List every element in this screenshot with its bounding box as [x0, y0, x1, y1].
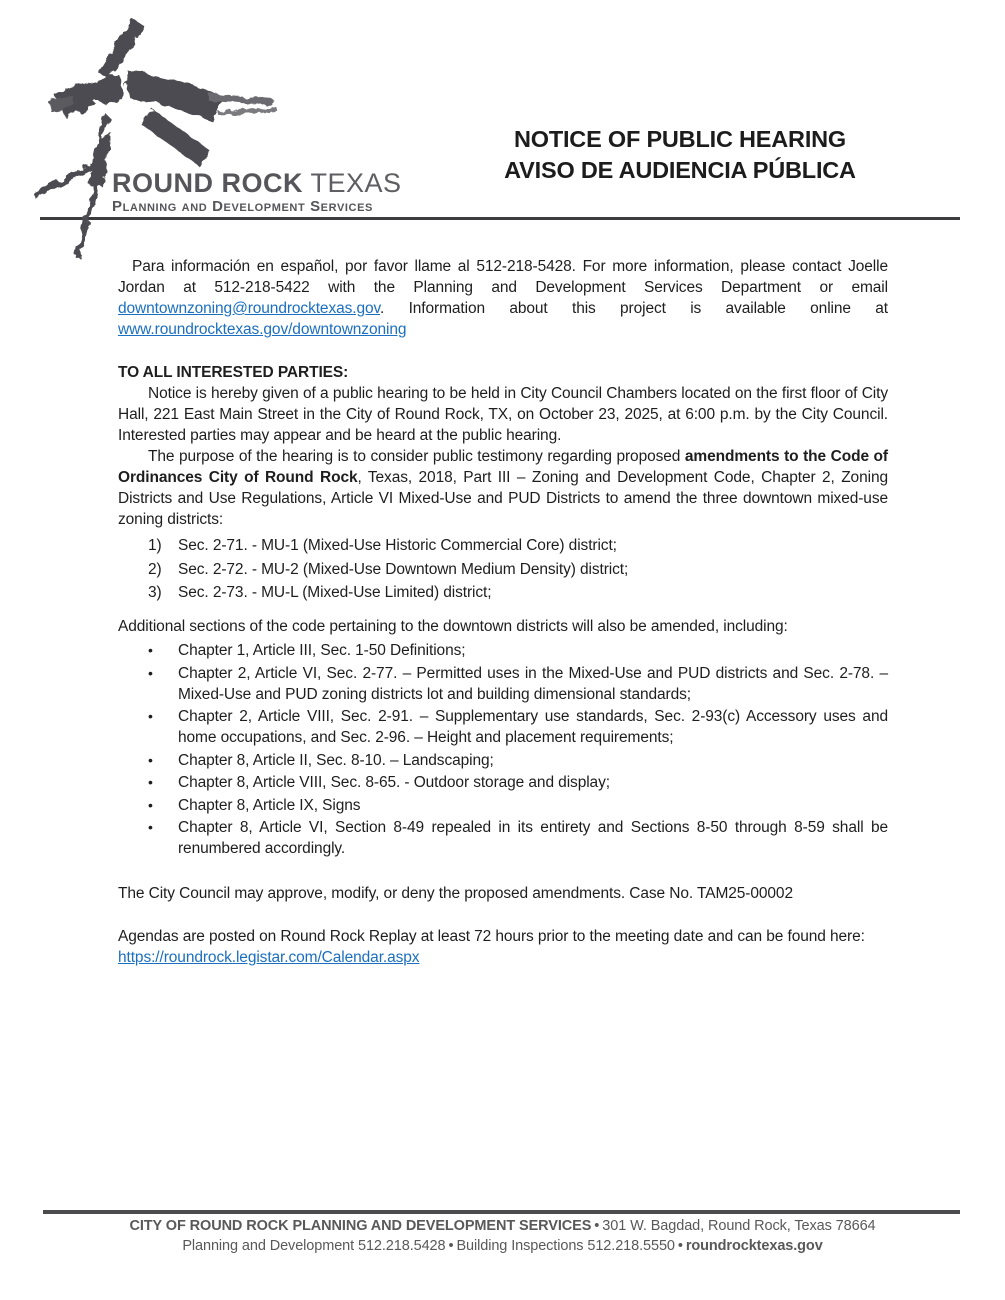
footer-line-2 [0, 1237, 1005, 1257]
additional-sections-intro: Additional sections of the code pertaining to the downtown districts will also be amended, including: [118, 618, 788, 635]
bullet-marker: • [148, 642, 153, 658]
bullet-item [118, 706, 888, 748]
bullet-text: Chapter 8, Article VI, Section 8-49 repealed in its entirety and Sections 8-50 through 8-59 shall be renumbered accordingly. [178, 819, 888, 857]
bullet-item [118, 640, 888, 661]
bullet-item [118, 772, 888, 793]
footer [0, 1217, 1005, 1256]
item-text: Sec. 2-73. - MU-L (Mixed-Use Limited) district; [178, 584, 492, 601]
bullet-marker: • [148, 664, 153, 681]
round-rock-star-logo [20, 10, 300, 260]
intro-text-2: . Information about this project is available online at [380, 300, 888, 317]
logo-brand-light: TEXAS [310, 168, 402, 198]
intro-paragraph [118, 256, 888, 340]
purpose-text-2: , Texas, 2018, Part III – Zoning and Development Code, Chapter 2, Zoning Districts and Use Regulations, Article VI Mixed-Use and PUD Districts to amend the three downtown mixed-use zoning districts: [118, 469, 888, 528]
numbered-list [118, 535, 888, 603]
footer-divider [43, 1210, 960, 1214]
document-body [118, 256, 888, 968]
bullet-item [118, 750, 888, 771]
downtownzoning-link[interactable]: www.roundrocktexas.gov/downtownzoning [118, 321, 407, 338]
footer-address: 301 W. Bagdad, Round Rock, Texas 78664 [602, 1218, 876, 1234]
bullet-text: Chapter 1, Article III, Sec. 1-50 Definitions; [178, 642, 466, 659]
title-line-spanish: AVISO DE AUDIENCIA PÚBLICA [504, 157, 856, 183]
notice-paragraph: Notice is hereby given of a public hearing to be held in City Council Chambers located on the first floor of City Hall, 221 East Main Street in the City of Round Rock, TX, on October 23, 2025, at 6:00 p.m. by the City Council. Interested parties may appear and be heard at the public hearing. [118, 385, 888, 444]
footer-website: roundrocktexas.gov [685, 1237, 823, 1254]
purpose-paragraph [118, 446, 888, 530]
agenda-text: Agendas are posted on Round Rock Replay at least 72 hours prior to the meeting date and can be found here: [118, 928, 865, 945]
item-text: Sec. 2-71. - MU-1 (Mixed-Use Historic Commercial Core) district; [178, 537, 617, 554]
footer-phone-inspections: Building Inspections 512.218.5550 [456, 1237, 675, 1254]
footer-line-1 [0, 1217, 1005, 1237]
council-decision-paragraph: The City Council may approve, modify, or deny the proposed amendments. Case No. TAM25-00002 [118, 885, 793, 902]
logo-brand-bold: ROUND ROCK [112, 168, 303, 198]
bullet-item [118, 795, 888, 816]
email-link[interactable]: downtownzoning@roundrocktexas.gov [118, 300, 381, 317]
item-number: 1) [148, 537, 162, 554]
bullet-marker: • [148, 708, 153, 724]
bullet-marker: • [148, 819, 153, 835]
document-title [455, 124, 905, 186]
footer-phone-planning: Planning and Development 512.218.5428 [182, 1237, 446, 1254]
title-line-english: NOTICE OF PUBLIC HEARING [513, 126, 847, 152]
purpose-text-1: The purpose of the hearing is to consider public testimony regarding proposed [148, 448, 685, 465]
bullet-marker: • [148, 796, 153, 813]
bullet-text: Chapter 8, Article IX, Signs [178, 796, 361, 814]
bullet-item [118, 663, 888, 705]
bullet-text: Chapter 2, Article VI, Sec. 2-77. – Permitted uses in the Mixed-Use and PUD districts and Sec. 2-78. – Mixed-Use and PUD zoning districts lot and building dimensional standards; [178, 664, 888, 703]
logo-wordmark [112, 168, 402, 215]
item-number: 2) [148, 560, 162, 578]
logo-brand [112, 168, 402, 198]
legistar-calendar-link[interactable]: https://roundrock.legistar.com/Calendar.aspx [118, 949, 420, 966]
item-number: 3) [148, 584, 162, 601]
intro-text-1: Para información en español, por favor llame al 512-218-5428. For more information, please contact Joelle Jordan at 512-218-5422 with the Planning and Development Services Department or email [118, 258, 888, 296]
bullet-text: Chapter 8, Article II, Sec. 8-10. – Landscaping; [178, 751, 494, 769]
logo-tagline: Planning and Development Services [112, 198, 373, 215]
footer-separator: • [448, 1237, 454, 1254]
bullet-text: Chapter 8, Article VIII, Sec. 8-65. - Outdoor storage and display; [178, 774, 610, 791]
bullet-marker: • [148, 774, 153, 790]
numbered-item [118, 582, 888, 603]
agenda-paragraph [118, 926, 888, 968]
bullet-marker: • [148, 751, 153, 768]
footer-separator: • [594, 1218, 600, 1234]
numbered-item [118, 559, 888, 580]
purpose-amendments-bold: amendments to the Code of Ordinances City of Round Rock [118, 448, 888, 486]
footer-department: CITY OF ROUND ROCK PLANNING AND DEVELOPMENT SERVICES [129, 1218, 592, 1234]
footer-separator: • [677, 1237, 683, 1254]
bullet-text: Chapter 2, Article VIII, Sec. 2-91. – Supplementary use standards, Sec. 2-93(c) Accessory uses and home occupations, and Sec. 2-96. – Height and placement requirements; [178, 708, 888, 746]
bullet-item [118, 817, 888, 859]
bullet-list [118, 640, 888, 859]
numbered-item [118, 535, 888, 556]
parties-heading: TO ALL INTERESTED PARTIES: [118, 364, 349, 381]
item-text: Sec. 2-72. - MU-2 (Mixed-Use Downtown Medium Density) district; [178, 560, 629, 578]
